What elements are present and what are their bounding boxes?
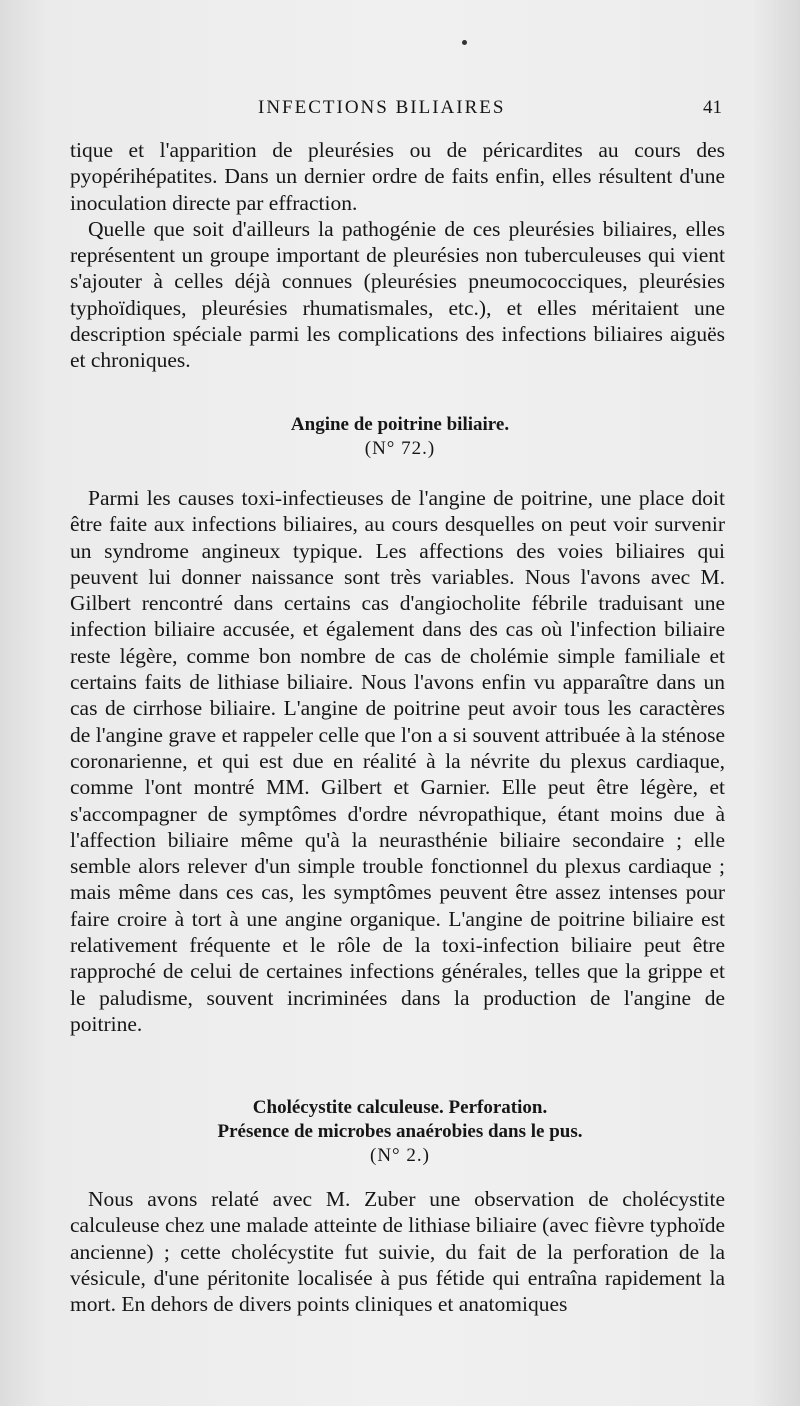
paragraph: Parmi les causes toxi-infectieuses de l'angine de poitrine, une place doit être faite aux infections biliaires, au cours desquelles on peut voir survenir un syndrome angineux typique. Les affections des voies biliaires qui peuvent lui donner naissance sont très variables. Nous l'avons avec M. Gilbert rencontré dans certains cas d'angiocholite fébrile traduisant une infection biliaire accusée, et également dans des cas où l'infection biliaire reste légère, comme bon nombre de cas de cholémie simple familiale et certains faits de lithiase biliaire. Nous l'avons enfin vu apparaître dans un cas de cirrhose biliaire. L'angine de poitrine peut avoir tous les caractères de l'angine grave et rappeler celle que l'on a si souvent attribuée à la sténose coronarienne, et qui est due en réalité à la névrite du plexus cardiaque, comme l'ont montré MM. Gilbert et Garnier. Elle peut être légère, et s'accompagner de symptômes d'ordre névropathique, étant moins due à l'affection biliaire même qu'à la neurasthénie biliaire secondaire ; elle semble alors relever d'un simple trouble fonctionnel du plexus cardiaque ; mais même dans ces cas, les symptômes peuvent être assez intenses pour faire croire à tort à une angine organique. L'angine de poitrine biliaire est relativement fréquente et le rôle de la toxi-infection biliaire peut être rapproché de celui de certaines infections générales, telles que la grippe et le paludisme, souvent incriminées dans la production de l'angine de poitrine.	[70, 486, 725, 1036]
section-heading-cholecystite	[70, 1096, 730, 1168]
section-subtitle: Présence de microbes anaérobies dans le pus.	[217, 1121, 583, 1142]
section-title: Cholécystite calculeuse. Perforation.	[252, 1097, 548, 1118]
running-head: INFECTIONS BILIAIRES	[258, 97, 506, 118]
section-heading-angine	[70, 413, 730, 461]
continued-text	[70, 137, 725, 374]
paragraph: Nous avons relaté avec M. Zuber une observation de cholécystite calculeuse chez une malade atteinte de lithiase biliaire (avec fièvre typhoïde ancienne) ; cette cholécystite fut suivie, du fait de la perforation de la vésicule, d'une péritonite localisée à pus fétide qui entraîna rapidement la mort. En dehors de divers points cliniques et anatomiques	[70, 1187, 725, 1317]
section-text-angine	[70, 485, 725, 1037]
paragraph: Quelle que soit d'ailleurs la pathogénie de ces pleurésies biliaires, elles représentent un groupe important de pleurésies non tuberculeuses qui vient s'ajouter à celles déjà connues (pleurésies pneumococciques, pleurésies typhoïdiques, pleurésies rhumatismales, etc.), et elles méritaient une description spéciale parmi les complications des infections biliaires aiguës et chroniques.	[70, 216, 725, 373]
page-number: 41	[703, 97, 722, 118]
section-number: (N° 2.)	[370, 1145, 430, 1166]
ink-dot	[462, 40, 467, 45]
paragraph: tique et l'apparition de pleurésies ou de péricardites au cours des pyopérihépatites. Dans un dernier ordre de faits enfin, elles résultent d'une inoculation directe par effraction.	[70, 138, 725, 215]
section-title: Angine de poitrine biliaire.	[290, 414, 510, 435]
section-number: (N° 72.)	[364, 438, 436, 459]
page-header	[70, 97, 730, 123]
section-text-cholecystite	[70, 1186, 725, 1317]
